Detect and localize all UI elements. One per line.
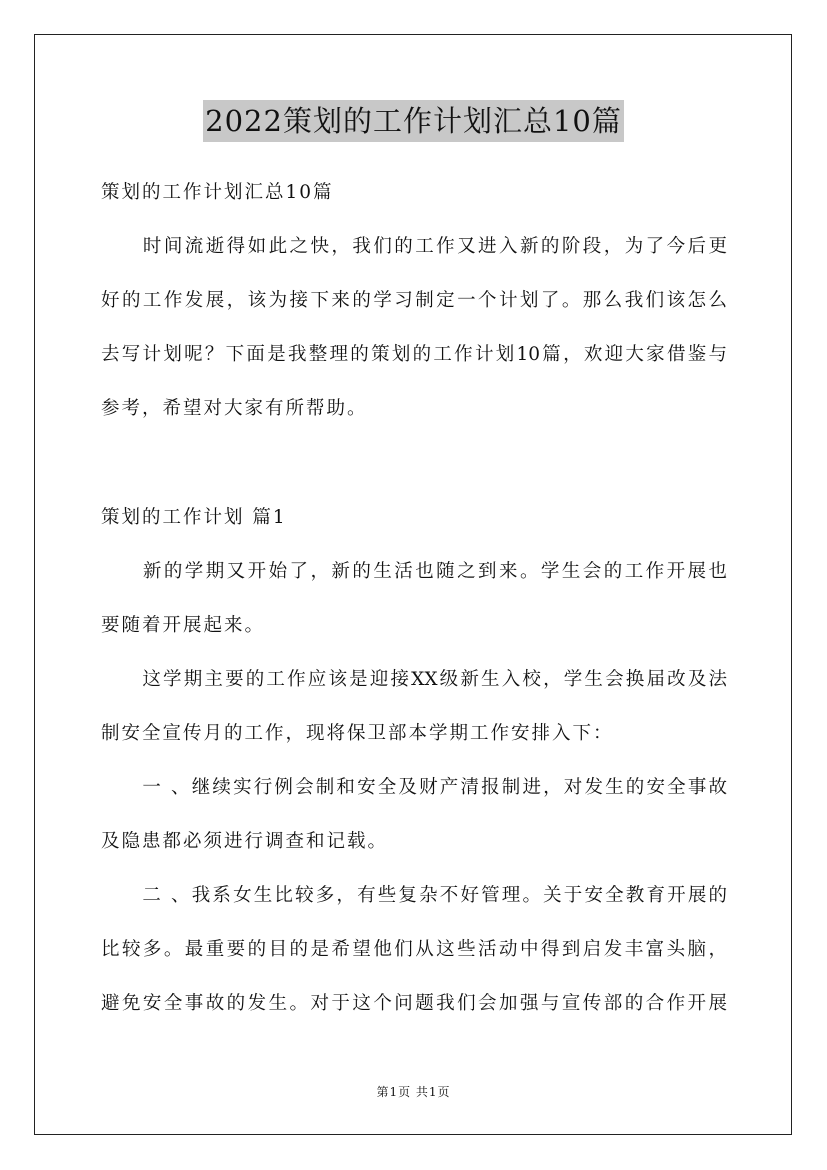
document-title: 2022策划的工作计划汇总10篇 bbox=[203, 100, 624, 142]
paragraph-line: 避免安全事故的发生。对于这个问题我们会加强与宣传部的合作开展 bbox=[101, 993, 727, 1014]
paragraph-line: 好的工作发展，该为接下来的学习制定一个计划了。那么我们该怎么 bbox=[101, 290, 727, 311]
paragraph-line: 二 、我系女生比较多，有些复杂不好管理。关于安全教育开展的 bbox=[101, 885, 727, 906]
page-footer: 第1页 共1页 bbox=[376, 1085, 451, 1099]
paragraph-line: 参考，希望对大家有所帮助。 bbox=[101, 398, 368, 419]
paragraph-line: 制安全宣传月的工作，现将保卫部本学期工作安排入下： bbox=[101, 723, 614, 744]
paragraph-line: 去写计划呢？下面是我整理的策划的工作计划10篇，欢迎大家借鉴与 bbox=[101, 344, 727, 365]
subtitle-line: 策划的工作计划汇总10篇 bbox=[101, 182, 334, 203]
paragraph-line: 时间流逝得如此之快，我们的工作又进入新的阶段，为了今后更 bbox=[101, 236, 727, 257]
paragraph-line: 比较多。最重要的目的是希望他们从这些活动中得到启发丰富头脑， bbox=[101, 939, 727, 960]
paragraph-line: 及隐患都必须进行调查和记载。 bbox=[101, 831, 389, 852]
paragraph-line: 一 、继续实行例会制和安全及财产清报制进，对发生的安全事故 bbox=[101, 777, 727, 798]
paragraph-line: 要随着开展起来。 bbox=[101, 615, 266, 636]
section-heading: 策划的工作计划 篇1 bbox=[101, 507, 287, 528]
paragraph-line: 这学期主要的工作应该是迎接XX级新生入校，学生会换届改及法 bbox=[101, 669, 727, 690]
document-title-container bbox=[0, 100, 827, 142]
paragraph-line: 新的学期又开始了，新的生活也随之到来。学生会的工作开展也 bbox=[101, 561, 727, 582]
